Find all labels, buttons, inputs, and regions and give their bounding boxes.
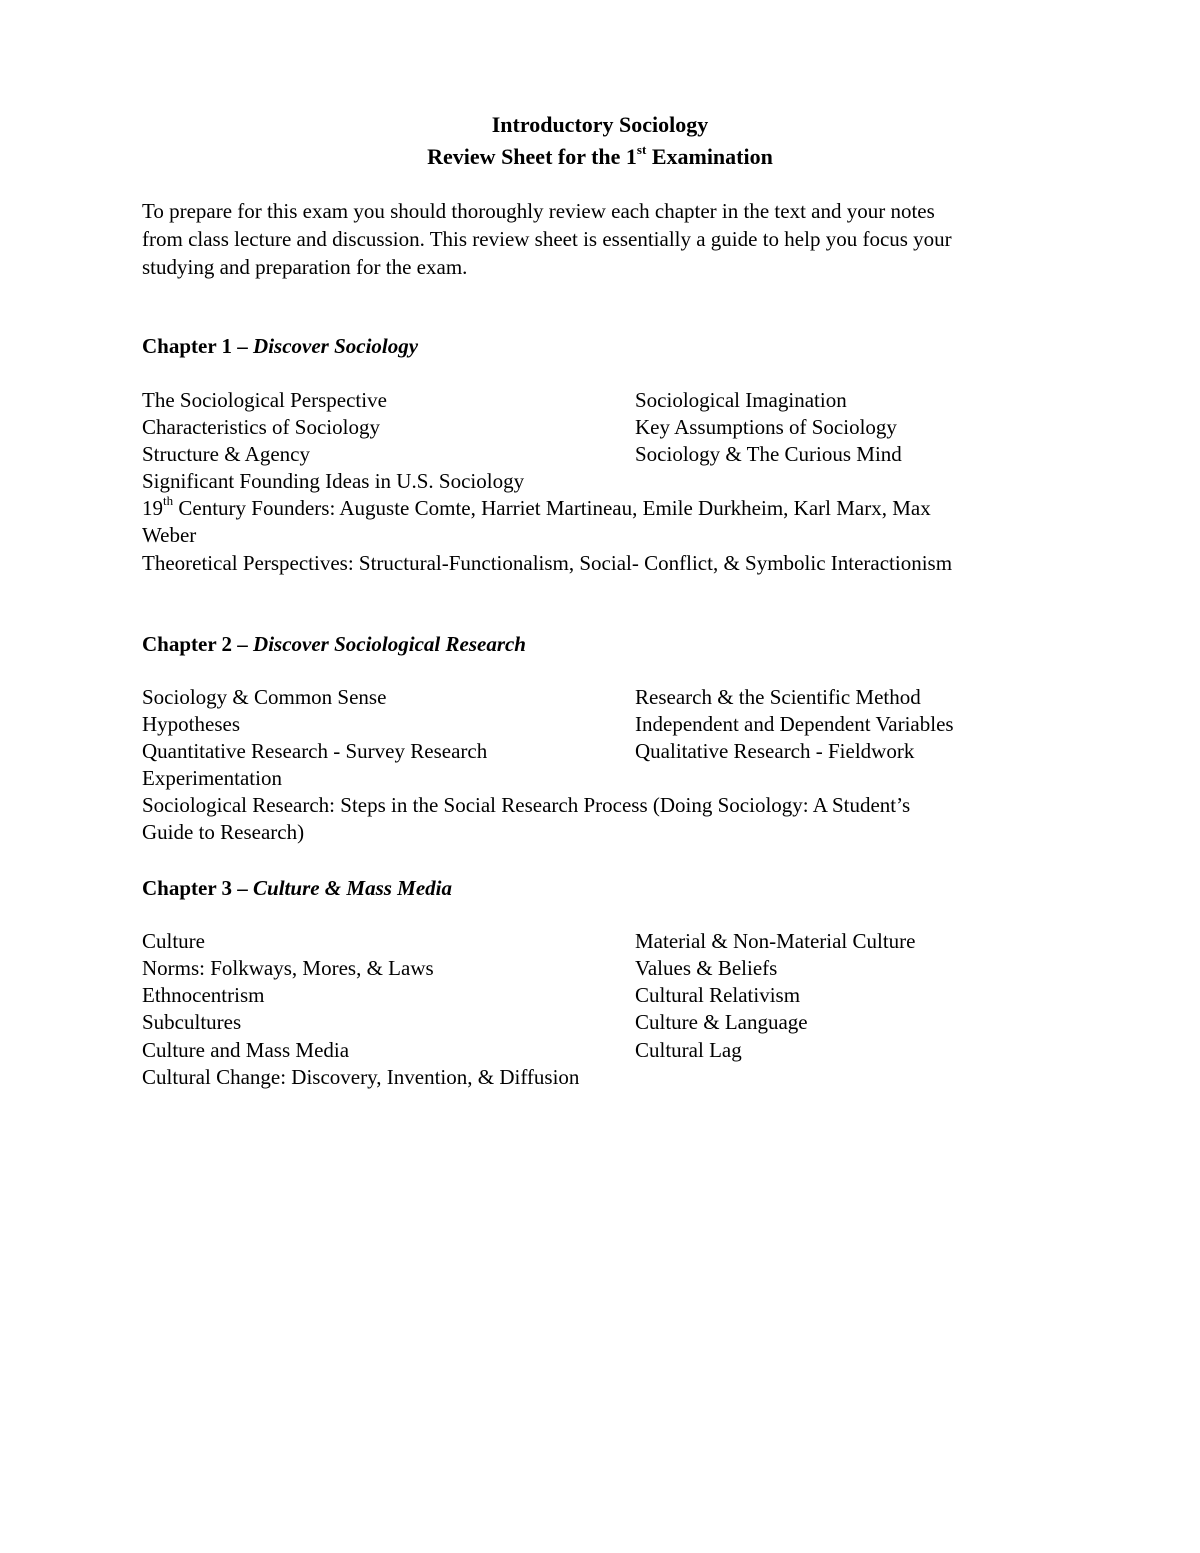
intro-line: To prepare for this exam you should thoroughly review each chapter in the text and your notes [142, 199, 935, 223]
chapter-2-topic: Quantitative Research - Survey Research [142, 739, 488, 763]
chapter-3-topic: Culture & Language [635, 1010, 808, 1034]
chapter-1-topic: Sociology & The Curious Mind [635, 442, 902, 466]
document-subtitle [0, 141, 1200, 173]
chapter-2-label: Chapter 2 – [142, 632, 254, 656]
founders-superscript: th [163, 493, 174, 508]
chapter-1-heading [142, 332, 418, 360]
chapter-1-founders-wrap: Weber [142, 523, 197, 547]
intro-line: from class lecture and discussion. This review sheet is essentially a guide to help you focus your [142, 227, 952, 251]
chapter-3-topic: Subcultures [142, 1010, 242, 1034]
chapter-3-heading [142, 874, 452, 902]
founders-number: 19 [142, 496, 163, 520]
intro-paragraph [142, 197, 1072, 281]
chapter-2-topic: Qualitative Research - Fieldwork [635, 739, 915, 763]
chapter-1-founders [142, 495, 931, 522]
chapter-1-topic: Structure & Agency [142, 442, 310, 466]
chapter-2-topic: Hypotheses [142, 712, 240, 736]
chapter-2-topic: Research & the Scientific Method [635, 685, 921, 709]
chapter-1-label: Chapter 1 – [142, 334, 254, 358]
chapter-1-topic: Significant Founding Ideas in U.S. Sociology [142, 469, 525, 493]
chapter-3-topic: Cultural Relativism [635, 983, 801, 1007]
chapter-1-title: Discover Sociology [253, 334, 419, 358]
chapter-2-topic-wrap: Guide to Research) [142, 820, 305, 844]
chapter-3-topic: Ethnocentrism [142, 983, 265, 1007]
subtitle-text-end: Examination [646, 144, 773, 169]
intro-line: studying and preparation for the exam. [142, 255, 468, 279]
founders-text: Century Founders: Auguste Comte, Harriet Martineau, Emile Durkheim, Karl Marx, Max [173, 496, 931, 520]
chapter-1-topic: Theoretical Perspectives: Structural-Functionalism, Social- Conflict, & Symbolic Interactionism [142, 551, 953, 575]
chapter-1-topic: Characteristics of Sociology [142, 415, 380, 439]
chapter-2-heading [142, 630, 526, 658]
chapter-1-topic: Sociological Imagination [635, 388, 847, 412]
chapter-2-topic: Experimentation [142, 766, 282, 790]
chapter-3-topic: Cultural Lag [635, 1038, 742, 1062]
chapter-2-topic: Sociological Research: Steps in the Social Research Process (Doing Sociology: A Student’s [142, 793, 911, 817]
chapter-1-topic: Key Assumptions of Sociology [635, 415, 897, 439]
chapter-3-topic: Cultural Change: Discovery, Invention, & Diffusion [142, 1065, 580, 1089]
subtitle-superscript: st [636, 141, 647, 157]
chapter-1-topic: The Sociological Perspective [142, 388, 387, 412]
chapter-2-topic: Independent and Dependent Variables [635, 712, 954, 736]
document-title: Introductory Sociology [491, 112, 709, 137]
chapter-2-title: Discover Sociological Research [253, 632, 526, 656]
chapter-3-topic: Values & Beliefs [635, 956, 778, 980]
chapter-3-topic: Culture and Mass Media [142, 1038, 350, 1062]
chapter-3-topic: Culture [142, 929, 205, 953]
chapter-2-topic: Sociology & Common Sense [142, 685, 387, 709]
chapter-3-topic: Material & Non-Material Culture [635, 929, 916, 953]
chapter-3-title: Culture & Mass Media [253, 876, 452, 900]
subtitle-text: Review Sheet for the 1 [427, 144, 637, 169]
chapter-3-label: Chapter 3 – [142, 876, 254, 900]
chapter-3-topic: Norms: Folkways, Mores, & Laws [142, 956, 434, 980]
